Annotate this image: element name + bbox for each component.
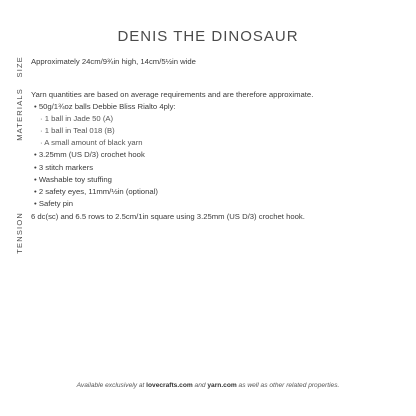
size-text: Approximately 24cm/9¾in high, 14cm/5½in wide xyxy=(31,57,196,66)
materials-intro: Yarn quantities are based on average requirements and are therefore approximate. xyxy=(31,90,314,99)
tension-text: 6 dc(sc) and 6.5 rows to 2.5cm/1in square using 3.25mm (US D/3) crochet hook. xyxy=(31,212,305,221)
footer-link-yarn[interactable]: yarn.com xyxy=(207,382,237,389)
materials-item-eyes: • 2 safety eyes, 11mm/½in (optional) xyxy=(34,186,158,196)
size-label: SIZE xyxy=(15,56,24,78)
materials-label: MATERIALS xyxy=(15,88,24,141)
footer-link-lovecrafts[interactable]: lovecrafts.com xyxy=(146,382,193,389)
materials-list xyxy=(31,89,396,210)
footer-prefix: Available exclusively at xyxy=(76,382,147,389)
materials-subitem-jade: · 1 ball in Jade 50 (A) xyxy=(40,114,114,124)
materials-item-pin: • Safety pin xyxy=(34,198,74,208)
page-title: DENIS THE DINOSAUR xyxy=(117,28,299,45)
materials-subitem-teal: · 1 ball in Teal 018 (B) xyxy=(40,126,115,136)
materials-item-hook: • 3.25mm (US D/3) crochet hook xyxy=(34,150,145,160)
materials-item-yarn: • 50g/1¾oz balls Debbie Bliss Rialto 4ply: xyxy=(34,102,176,112)
tension-label: TENSION xyxy=(15,212,24,254)
footer-note xyxy=(0,382,416,389)
footer-suffix: as well as other related properties. xyxy=(236,382,340,389)
materials-item-stuffing: • Washable toy stuffing xyxy=(34,174,112,184)
footer-middle: and xyxy=(192,382,208,389)
materials-item-markers: • 3 stitch markers xyxy=(34,162,94,172)
materials-subitem-black: · A small amount of black yarn xyxy=(40,138,143,148)
